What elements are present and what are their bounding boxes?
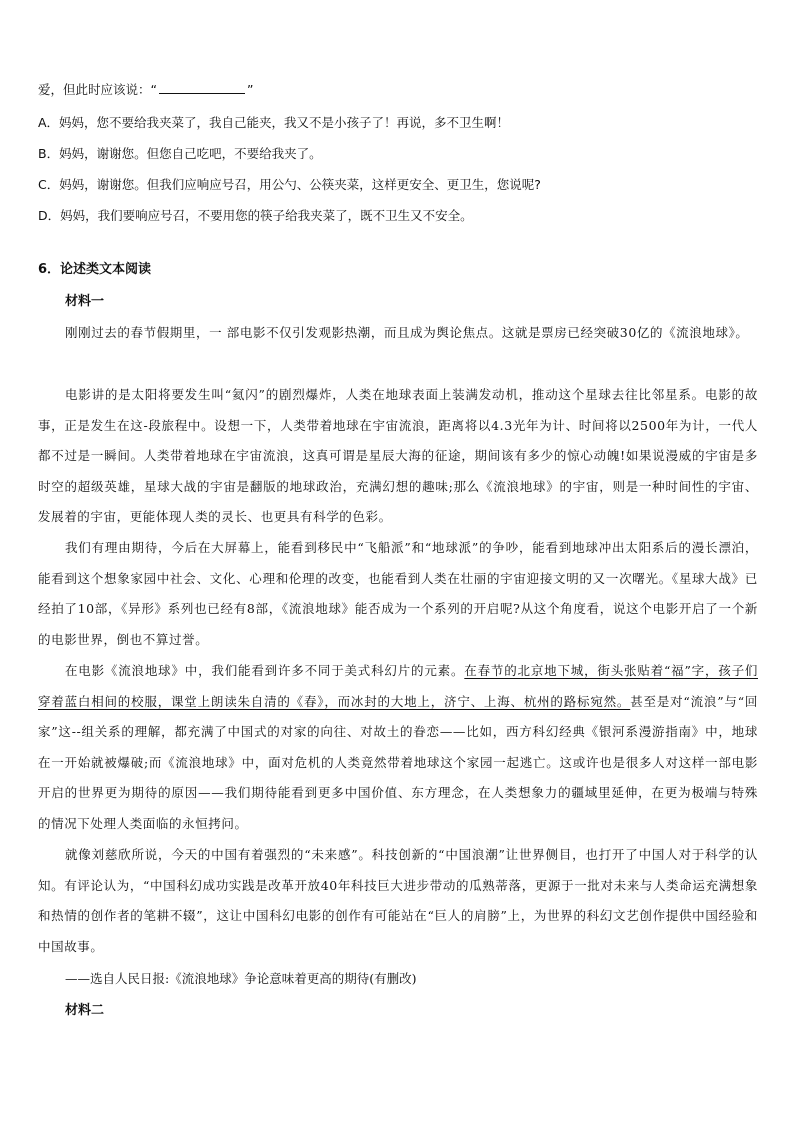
question-6-title: 6．论述类文本阅读 <box>38 262 152 277</box>
paragraph-4-start: 在电影《流浪地球》中，我们能看到许多不同于美式科幻片的元素。 <box>65 663 465 678</box>
option-d: D．妈妈，我们要响应号召，不要用您的筷子给我夹菜了，既不卫生又不安全。 <box>38 208 473 223</box>
source-citation: ——选自人民日报:《流浪地球》争论意味着更高的期待(有删改) <box>65 971 417 986</box>
option-c: C．妈妈，谢谢您。但我们应响应号召，用公勺、公筷夹菜，这样更安全、更卫生，您说呢? <box>38 177 541 192</box>
material-1-heading: 材料一 <box>65 294 105 309</box>
paragraph-4-end: 甚至是对“流浪”与“回家”这--组关系的理解，都充满了中国式的对家的向往、对故土的眷恋——比如，西方科幻经典《银河系漫游指南》中，地球在一开始就被爆破;而《流浪地球》中，面对危机的人类竟然带着地球这个家园一起逃亡。这或许也是很多人对这样一部电影开启的世界更为期待的原因——我们期待能看到更多中国价值、东方理念，在人类想象力的疆域里延伸，在更为极端与特殊的情况下处理人类面临的永恒拷问。 <box>38 693 758 831</box>
question-5-stem <box>38 82 253 98</box>
question-5-stem-prefix: 爱，但此时应该说：“ <box>38 82 157 97</box>
paragraph-4 <box>38 656 758 840</box>
option-a: A．妈妈，您不要给我夹菜了，我自己能夹，我又不是小孩子了！再说，多不卫生啊！ <box>38 115 510 130</box>
material-2-heading: 材料二 <box>65 1003 105 1018</box>
underlined-passage: 在春节的北京地下城，街头张贴着“福”字，孩子们穿着蓝白相间的校服，课堂上朗读朱自清的《春》，而冰封的大地上，济宁、上海、杭州的路标宛然。 <box>38 663 758 709</box>
question-5-stem-suffix: ” <box>246 82 254 97</box>
paragraph-2: 电影讲的是太阳将要发生叫“氦闪”的剧烈爆炸，人类在地球表面上装满发动机，推动这个星球去往比邻星系。电影的故事，正是发生在这-段旅程中。设想一下，人类带着地球在宇宙流浪，距离将以4.3光年为计、时间将以2500年为计，一代人都不过是一瞬间。人类带着地球在宇宙流浪，这真可谓是星辰大海的征途，期间该有多少的惊心动魄!如果说漫威的宇宙是多时空的超级英雄，星球大战的宇宙是翻版的地球政治，充满幻想的趣味;那么《流浪地球》的宇宙，则是一种时间性的宇宙、发展着的宇宙，更能体现人类的灵长、也更具有科学的色彩。 <box>38 387 758 525</box>
answer-blank <box>159 82 245 94</box>
paragraph-3: 我们有理由期待，今后在大屏幕上，能看到移民中“飞船派”和“地球派”的争吵，能看到地球冲出太阳系后的漫长漂泊，能看到这个想象家园中社会、文化、心理和伦理的改变，也能看到人类在壮丽的宇宙迎接文明的又一次曙光。《星球大战》已经拍了10部，《异形》系列也已经有8部，《流浪地球》能否成为一个系列的开启呢?从这个角度看，说这个电影开启了一个新的电影世界，倒也不算过誉。 <box>38 540 758 647</box>
option-b: B．妈妈，谢谢您。但您自己吃吧，不要给我夹了。 <box>38 146 322 161</box>
paragraph-1: 刚刚过去的春节假期里，一 部电影不仅引发观影热潮，而且成为舆论焦点。这就是票房已经突破30亿的《流浪地球》。 <box>65 325 749 340</box>
paragraph-5: 就像刘慈欣所说，今天的中国有着强烈的“未来感”。科技创新的“中国浪潮”让世界侧目，也打开了中国人对于科学的认知。有评论认为，“中国科幻成功实践是改革开放40年科技巨大进步带动的瓜熟蒂落，更源于一批对未来与人类命运充满想象和热情的创作者的笔耕不辍”，这让中国科幻电影的创作有可能站在“巨人的肩膀”上，为世界的科幻文艺创作提供中国经验和中国故事。 <box>38 847 758 954</box>
